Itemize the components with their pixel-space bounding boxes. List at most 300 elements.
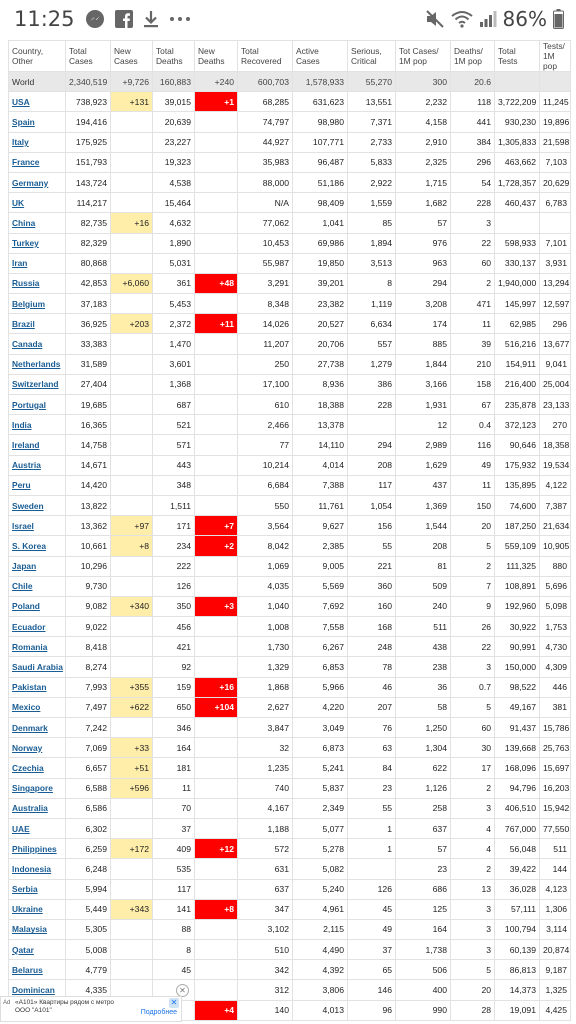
- stat-cell: [195, 657, 238, 677]
- stat-cell: [195, 798, 238, 818]
- stat-cell: 622: [396, 758, 451, 778]
- stat-cell: 406,510: [495, 798, 540, 818]
- country-link[interactable]: Australia: [12, 803, 48, 814]
- stat-cell: [195, 253, 238, 273]
- stat-cell: 7,101: [540, 233, 571, 253]
- stat-cell: 19,850: [293, 253, 348, 273]
- country-cell: [9, 193, 66, 213]
- stat-cell: 3,847: [238, 718, 293, 738]
- stat-cell: [111, 253, 153, 273]
- stat-cell: 5,031: [153, 253, 195, 273]
- stat-cell: 4,122: [540, 475, 571, 495]
- stat-cell: 5: [451, 697, 495, 717]
- column-header[interactable]: [396, 41, 451, 72]
- stat-cell: 342: [238, 960, 293, 980]
- table-row: [9, 152, 571, 172]
- stat-cell: [195, 960, 238, 980]
- stat-cell: 7,993: [66, 677, 111, 697]
- country-link[interactable]: Mexico: [12, 702, 41, 713]
- country-cell: [9, 677, 66, 697]
- new-cases-cell: +596: [111, 778, 153, 798]
- column-header-label: Total: [498, 46, 516, 56]
- country-link[interactable]: Belarus: [12, 964, 43, 975]
- ad-more-link[interactable]: Подробнее: [140, 1009, 177, 1016]
- new-deaths-cell: +1: [195, 92, 238, 112]
- country-cell: [9, 294, 66, 314]
- stat-cell: 438: [396, 637, 451, 657]
- stat-cell: 1,069: [238, 556, 293, 576]
- stat-cell: 39,015: [153, 92, 195, 112]
- table-row: [9, 475, 571, 495]
- stat-cell: 19,896: [540, 112, 571, 132]
- ad-tag: Ad: [3, 1000, 11, 1006]
- stat-cell: 20,706: [293, 334, 348, 354]
- column-header-label: Active: [296, 46, 319, 56]
- ad-text-line2: ООО "A101": [15, 1007, 52, 1014]
- stat-cell: 76: [348, 718, 396, 738]
- ad-close-icon[interactable]: ✕: [176, 984, 189, 997]
- stat-cell: 8,348: [238, 294, 293, 314]
- stat-cell: 5,241: [293, 758, 348, 778]
- stat-cell: 1,126: [396, 778, 451, 798]
- stat-cell: 14,373: [495, 980, 540, 1000]
- stat-cell: 1,040: [238, 596, 293, 616]
- stat-cell: 70: [153, 798, 195, 818]
- country-link[interactable]: Austria: [12, 460, 41, 471]
- stat-cell: 19,534: [540, 455, 571, 475]
- stat-cell: 240: [396, 596, 451, 616]
- stat-cell: 1,008: [238, 617, 293, 637]
- country-link[interactable]: France: [12, 157, 40, 168]
- country-cell: [9, 112, 66, 132]
- stat-cell: 3,931: [540, 253, 571, 273]
- stat-cell: [195, 132, 238, 152]
- country-link[interactable]: Germany: [12, 177, 49, 188]
- new-cases-cell: +622: [111, 697, 153, 717]
- stat-cell: 145,997: [495, 294, 540, 314]
- stat-cell: 19,685: [66, 395, 111, 415]
- stat-cell: 56,048: [495, 839, 540, 859]
- stat-cell: [111, 859, 153, 879]
- country-link[interactable]: Ecuador: [12, 621, 46, 632]
- country-link[interactable]: Czechia: [12, 762, 44, 773]
- country-link[interactable]: Denmark: [12, 722, 48, 733]
- stat-cell: 4,158: [396, 112, 451, 132]
- stat-cell: 16,203: [540, 778, 571, 798]
- stat-cell: 1,578,933: [293, 72, 348, 92]
- country-link[interactable]: Poland: [12, 601, 40, 612]
- stat-cell: 19,323: [153, 152, 195, 172]
- table-body: [9, 72, 571, 1021]
- stat-cell: 9,082: [66, 596, 111, 616]
- stat-cell: 5,240: [293, 879, 348, 899]
- country-cell: [9, 657, 66, 677]
- stat-cell: [111, 172, 153, 192]
- country-cell: [9, 273, 66, 293]
- stat-cell: 294: [348, 435, 396, 455]
- stat-cell: 168: [348, 617, 396, 637]
- new-deaths-cell: +16: [195, 677, 238, 697]
- stat-cell: 384: [451, 132, 495, 152]
- stat-cell: 62,985: [495, 314, 540, 334]
- stat-cell: 25,763: [540, 738, 571, 758]
- country-link[interactable]: India: [12, 419, 32, 430]
- country-cell: [9, 960, 66, 980]
- table-row: [9, 334, 571, 354]
- column-header[interactable]: [66, 41, 111, 72]
- stat-cell: 7,242: [66, 718, 111, 738]
- country-link[interactable]: Norway: [12, 742, 43, 753]
- stat-cell: 3,114: [540, 919, 571, 939]
- stat-cell: 30,922: [495, 617, 540, 637]
- stat-cell: 0.4: [451, 415, 495, 435]
- country-link[interactable]: Spain: [12, 116, 35, 127]
- stat-cell: 409: [153, 839, 195, 859]
- country-link[interactable]: Serbia: [12, 884, 38, 895]
- new-deaths-cell: +11: [195, 314, 238, 334]
- stat-cell: 7,558: [293, 617, 348, 637]
- table-row: [9, 839, 571, 859]
- stat-cell: [195, 374, 238, 394]
- column-header[interactable]: [9, 41, 66, 72]
- country-cell: [9, 495, 66, 515]
- country-link[interactable]: Switzerland: [12, 379, 59, 390]
- stat-cell: 117: [348, 475, 396, 495]
- country-link[interactable]: Italy: [12, 137, 29, 148]
- stat-cell: 49: [451, 455, 495, 475]
- column-header-label: Country,: [12, 46, 44, 56]
- stat-cell: 194,416: [66, 112, 111, 132]
- stat-cell: 3,102: [238, 919, 293, 939]
- stat-cell: 126: [348, 879, 396, 899]
- stat-cell: 1,940,000: [495, 273, 540, 293]
- ad-info-icon[interactable]: ✕: [170, 998, 178, 1007]
- stat-cell: 2,340,519: [66, 72, 111, 92]
- country-link[interactable]: China: [12, 217, 36, 228]
- stat-cell: 15,697: [540, 758, 571, 778]
- stat-cell: [111, 637, 153, 657]
- stat-cell: 77,062: [238, 213, 293, 233]
- stat-cell: 216,400: [495, 374, 540, 394]
- country-cell: [9, 556, 66, 576]
- stat-cell: [195, 172, 238, 192]
- country-link[interactable]: Philippines: [12, 843, 57, 854]
- stat-cell: 2,325: [396, 152, 451, 172]
- country-link[interactable]: Malaysia: [12, 924, 47, 935]
- stat-cell: 55,987: [238, 253, 293, 273]
- table-row: [9, 415, 571, 435]
- column-header[interactable]: [540, 41, 571, 72]
- stat-cell: 990: [396, 1000, 451, 1020]
- country-cell: [9, 213, 66, 233]
- stat-cell: 631: [238, 859, 293, 879]
- stat-cell: 3,806: [293, 980, 348, 1000]
- coronavirus-stats-table-wrapper[interactable]: [8, 40, 570, 1021]
- stat-cell: [195, 758, 238, 778]
- stat-cell: 3: [451, 798, 495, 818]
- country-link[interactable]: Peru: [12, 480, 31, 491]
- stat-cell: [111, 112, 153, 132]
- stat-cell: 13,677: [540, 334, 571, 354]
- stat-cell: 511: [396, 617, 451, 637]
- stat-cell: 4,220: [293, 697, 348, 717]
- stat-cell: 60: [451, 718, 495, 738]
- country-link[interactable]: Qatar: [12, 944, 34, 955]
- coronavirus-stats-table: [8, 40, 571, 1021]
- stat-cell: 10,214: [238, 455, 293, 475]
- ad-banner[interactable]: [0, 996, 182, 1022]
- column-header-label: Other: [12, 56, 33, 66]
- new-cases-cell: +51: [111, 758, 153, 778]
- new-cases-cell: +16: [111, 213, 153, 233]
- table-row: [9, 314, 571, 334]
- table-row: [9, 294, 571, 314]
- stat-cell: 4,392: [293, 960, 348, 980]
- stat-cell: 65: [348, 960, 396, 980]
- country-cell: [9, 132, 66, 152]
- table-row: [9, 233, 571, 253]
- stat-cell: 27,404: [66, 374, 111, 394]
- country-link[interactable]: Brazil: [12, 318, 35, 329]
- column-header[interactable]: [238, 41, 293, 72]
- stat-cell: 164: [153, 738, 195, 758]
- stat-cell: 1,306: [540, 899, 571, 919]
- column-header[interactable]: [195, 41, 238, 72]
- country-link[interactable]: UAE: [12, 823, 30, 834]
- stat-cell: 19,091: [495, 1000, 540, 1020]
- stat-cell: 21,598: [540, 132, 571, 152]
- new-deaths-cell: +7: [195, 516, 238, 536]
- stat-cell: 2,910: [396, 132, 451, 152]
- stat-cell: [195, 879, 238, 899]
- stat-cell: 6,248: [66, 859, 111, 879]
- stat-cell: 164: [396, 919, 451, 939]
- country-cell: [9, 778, 66, 798]
- stat-cell: 9,005: [293, 556, 348, 576]
- stat-cell: 8,418: [66, 637, 111, 657]
- country-cell: [9, 940, 66, 960]
- stat-cell: 637: [238, 879, 293, 899]
- stat-cell: 208: [348, 455, 396, 475]
- stat-cell: 1,715: [396, 172, 451, 192]
- stat-cell: 116: [451, 435, 495, 455]
- country-cell: [9, 475, 66, 495]
- stat-cell: 143,724: [66, 172, 111, 192]
- header-row: [9, 41, 571, 72]
- stat-cell: 98,409: [293, 193, 348, 213]
- country-link[interactable]: Saudi Arabia: [12, 662, 63, 673]
- stat-cell: 98,980: [293, 112, 348, 132]
- stat-cell: 187,250: [495, 516, 540, 536]
- stat-cell: 32: [238, 738, 293, 758]
- stat-cell: 598,933: [495, 233, 540, 253]
- stat-cell: 94,796: [495, 778, 540, 798]
- country-link[interactable]: Ireland: [12, 439, 40, 450]
- stat-cell: +240: [195, 72, 238, 92]
- stat-cell: 6,684: [238, 475, 293, 495]
- stat-cell: 4: [451, 818, 495, 838]
- stat-cell: 5,098: [540, 596, 571, 616]
- stat-cell: 84: [348, 758, 396, 778]
- stat-cell: 4,335: [66, 980, 111, 1000]
- stat-cell: 10,661: [66, 536, 111, 556]
- stat-cell: 7: [451, 576, 495, 596]
- stat-cell: 69,986: [293, 233, 348, 253]
- stat-cell: 361: [153, 273, 195, 293]
- status-time: 11:25: [14, 7, 75, 31]
- stat-cell: 976: [396, 233, 451, 253]
- stat-cell: 386: [348, 374, 396, 394]
- stat-cell: 1,544: [396, 516, 451, 536]
- stat-cell: 4,961: [293, 899, 348, 919]
- new-deaths-cell: +8: [195, 899, 238, 919]
- stat-cell: [111, 455, 153, 475]
- country-cell: [9, 818, 66, 838]
- stat-cell: 571: [153, 435, 195, 455]
- stat-cell: [111, 657, 153, 677]
- stat-cell: 39,201: [293, 273, 348, 293]
- stat-cell: 222: [153, 556, 195, 576]
- stat-cell: 312: [238, 980, 293, 1000]
- stat-cell: [111, 718, 153, 738]
- country-link[interactable]: Ukraine: [12, 904, 43, 915]
- stat-cell: 30: [451, 738, 495, 758]
- country-link[interactable]: Portugal: [12, 399, 46, 410]
- country-link[interactable]: Belgium: [12, 298, 46, 309]
- stat-cell: 55: [348, 536, 396, 556]
- stat-cell: 18,358: [540, 435, 571, 455]
- stat-cell: 20,874: [540, 940, 571, 960]
- stat-cell: 11,761: [293, 495, 348, 515]
- country-cell: [9, 334, 66, 354]
- stat-cell: 2,466: [238, 415, 293, 435]
- stat-cell: 20: [451, 980, 495, 1000]
- stat-cell: 9,627: [293, 516, 348, 536]
- stat-cell: [495, 72, 540, 92]
- stat-cell: 86,813: [495, 960, 540, 980]
- stat-cell: 738,923: [66, 92, 111, 112]
- stat-cell: 2,372: [153, 314, 195, 334]
- stat-cell: 63: [348, 738, 396, 758]
- country-link[interactable]: USA: [12, 96, 30, 107]
- stat-cell: 57: [396, 839, 451, 859]
- country-link[interactable]: Dominican: [12, 985, 55, 996]
- country-link[interactable]: Turkey: [12, 238, 39, 249]
- country-link[interactable]: Japan: [12, 561, 37, 572]
- stat-cell: 687: [153, 395, 195, 415]
- stat-cell: 4,309: [540, 657, 571, 677]
- stat-cell: 360: [348, 576, 396, 596]
- table-row: [9, 677, 571, 697]
- stat-cell: 4,123: [540, 879, 571, 899]
- stat-cell: 4,014: [293, 455, 348, 475]
- stat-cell: [348, 859, 396, 879]
- stat-cell: 3: [451, 213, 495, 233]
- stat-cell: 2: [451, 556, 495, 576]
- country-link[interactable]: Canada: [12, 339, 43, 350]
- column-header[interactable]: [111, 41, 153, 72]
- stat-cell: 5,008: [66, 940, 111, 960]
- stat-cell: 1,235: [238, 758, 293, 778]
- stat-cell: 144: [540, 859, 571, 879]
- stat-cell: [540, 72, 571, 92]
- stat-cell: 23,382: [293, 294, 348, 314]
- stat-cell: 150,000: [495, 657, 540, 677]
- stat-cell: 22: [451, 233, 495, 253]
- column-header[interactable]: [293, 41, 348, 72]
- stat-cell: 1,890: [153, 233, 195, 253]
- column-header[interactable]: [153, 41, 195, 72]
- stat-cell: 637: [396, 818, 451, 838]
- stat-cell: [195, 233, 238, 253]
- facebook-icon: [115, 10, 133, 28]
- country-cell: [9, 455, 66, 475]
- stat-cell: 600,703: [238, 72, 293, 92]
- country-link[interactable]: Chile: [12, 581, 33, 592]
- stat-cell: 28: [451, 1000, 495, 1020]
- country-link[interactable]: Russia: [12, 278, 40, 289]
- table-row: [9, 213, 571, 233]
- new-deaths-cell: +48: [195, 273, 238, 293]
- stat-cell: 107,771: [293, 132, 348, 152]
- stat-cell: 67: [451, 395, 495, 415]
- country-link[interactable]: Singapore: [12, 783, 53, 794]
- stat-cell: 248: [348, 637, 396, 657]
- table-row: [9, 617, 571, 637]
- column-header[interactable]: [348, 41, 396, 72]
- country-link[interactable]: Israel: [12, 520, 34, 531]
- stat-cell: [111, 395, 153, 415]
- country-link[interactable]: Pakistan: [12, 682, 47, 693]
- stat-cell: 7,387: [540, 495, 571, 515]
- stat-cell: 13,551: [348, 92, 396, 112]
- column-header-label: Tests: [498, 56, 518, 66]
- stat-cell: 443: [153, 455, 195, 475]
- country-link[interactable]: Netherlands: [12, 359, 61, 370]
- stat-cell: 238: [396, 657, 451, 677]
- country-cell: [9, 435, 66, 455]
- column-header-label: Total: [241, 46, 259, 56]
- country-cell: [9, 92, 66, 112]
- country-cell: [9, 415, 66, 435]
- status-bar: [0, 0, 576, 38]
- stat-cell: 1,325: [540, 980, 571, 1000]
- country-link[interactable]: Indonesia: [12, 863, 52, 874]
- country-link[interactable]: Iran: [12, 258, 28, 269]
- country-link[interactable]: Sweden: [12, 500, 44, 511]
- stat-cell: 6,634: [348, 314, 396, 334]
- stat-cell: 1,931: [396, 395, 451, 415]
- stat-cell: [195, 354, 238, 374]
- stat-cell: 1,629: [396, 455, 451, 475]
- stat-cell: 45: [348, 899, 396, 919]
- stat-cell: 74,600: [495, 495, 540, 515]
- stat-cell: 5,449: [66, 899, 111, 919]
- stat-cell: 1,119: [348, 294, 396, 314]
- stat-cell: 150: [451, 495, 495, 515]
- country-link[interactable]: Romania: [12, 641, 48, 652]
- country-link[interactable]: S. Korea: [12, 540, 46, 551]
- stat-cell: 1,868: [238, 677, 293, 697]
- stat-cell: 111,325: [495, 556, 540, 576]
- column-header[interactable]: [451, 41, 495, 72]
- stat-cell: [111, 919, 153, 939]
- country-link[interactable]: UK: [12, 197, 25, 208]
- stat-cell: 7,371: [348, 112, 396, 132]
- stat-cell: 506: [396, 960, 451, 980]
- column-header[interactable]: [495, 41, 540, 72]
- stat-cell: 4,013: [293, 1000, 348, 1020]
